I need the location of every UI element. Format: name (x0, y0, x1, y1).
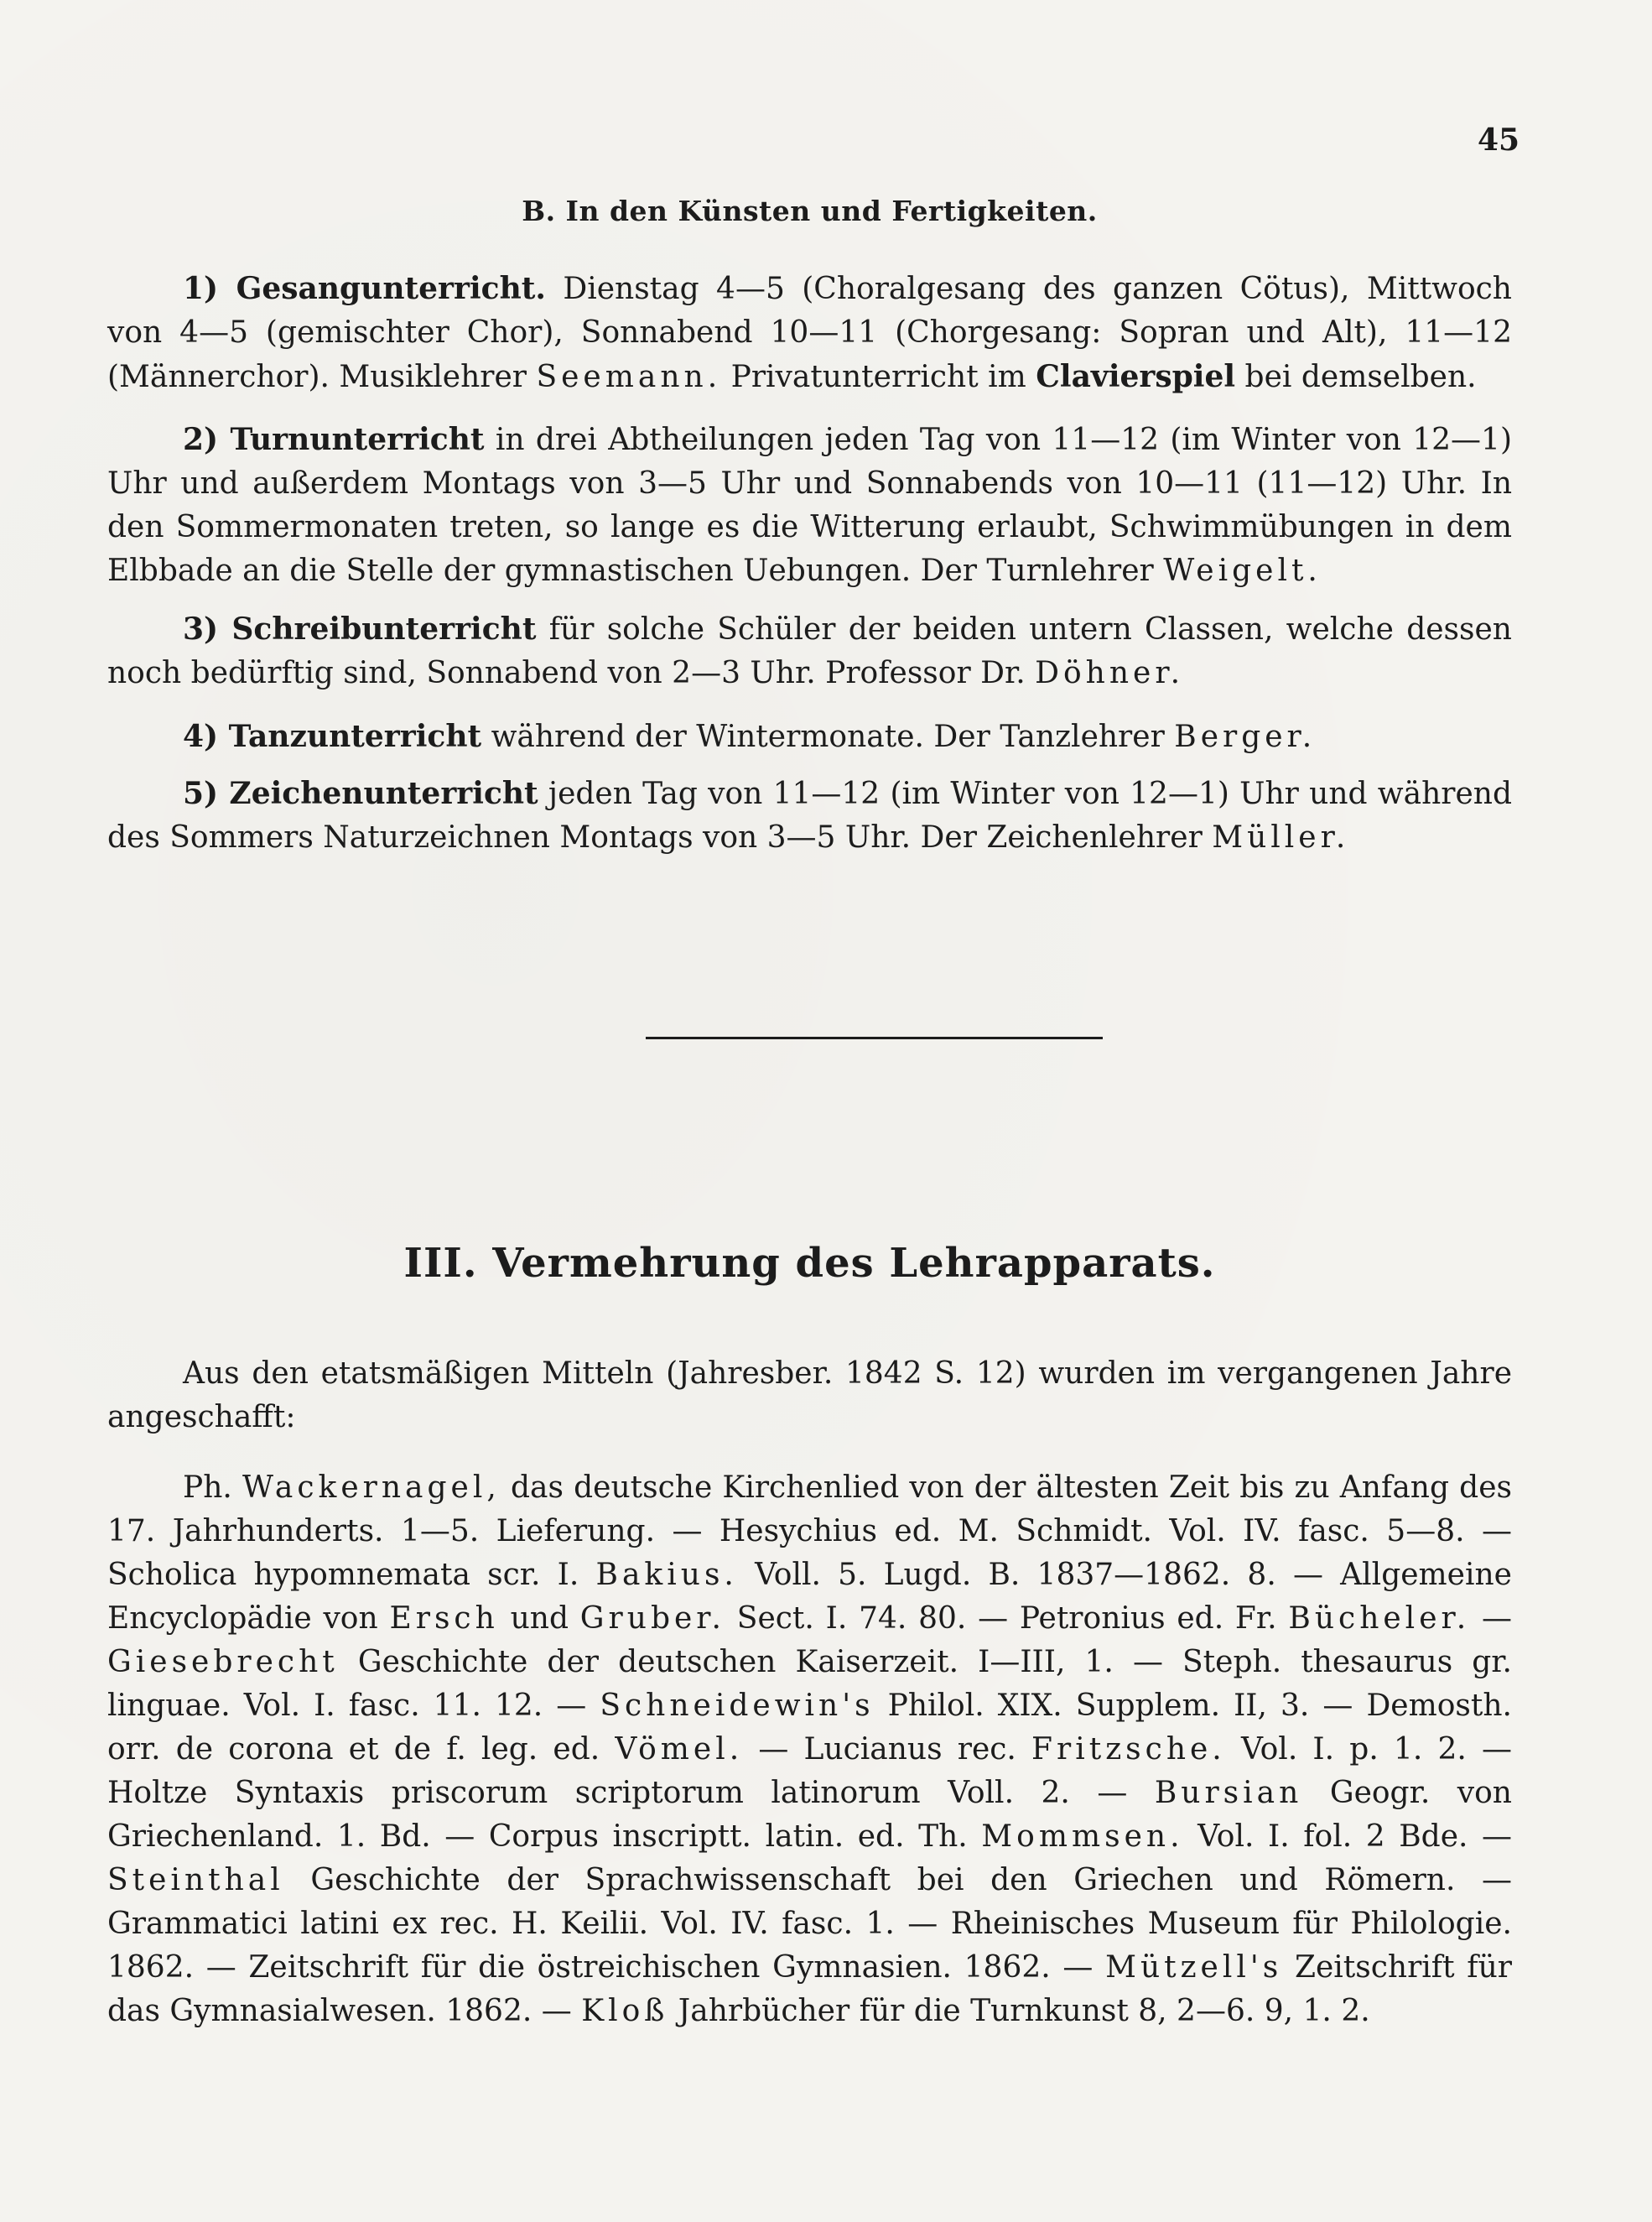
acq-text: Voll. 5. Lugd. B. 1837—1862. 8. — Allgemeine Encyclopädie von (107, 1558, 1512, 1636)
section-heading: B. In den Künsten und Fertigkeiten. (522, 195, 1098, 227)
author-name: Vömel. (615, 1732, 744, 1767)
acq-text: — (1482, 1601, 1512, 1636)
acq-text: das deutsche Kirchenlied von der ältesten Zeit bis zu Anfang des 17. Jahrhunderts. 1—5. Lieferung. — Hesychius ed. M. Schmidt. Vol. IV. fasc. 5—8. — Scholica hypomnemata scr. I. (107, 1470, 1512, 1592)
acq-text: Geschichte der Sprachwissenschaft bei den Griechen und Römern. — Grammatici latini ex rec. H. Keilii. Vol. IV. fasc. 1. — Rheinisches Museum für Philologie. 1862. — Zeitschrift für die östreichischen Gymnasien. 1862. — (107, 1863, 1512, 1985)
item-label: 1) Gesangunterricht. (183, 271, 546, 306)
item-label: 3) Schreibunterricht (183, 611, 537, 647)
item-text: Privatunterricht im (730, 360, 1026, 394)
author-name: Steinthal (107, 1863, 284, 1897)
acquisitions-paragraph (107, 1466, 1512, 2033)
acq-text: Sect. I. 74. 80. — Petronius ed. Fr. (736, 1601, 1277, 1636)
section-item-gymnastics (107, 418, 1512, 593)
acq-text: und (510, 1601, 569, 1636)
author-name: Giesebrecht (107, 1645, 339, 1679)
teacher-name: Seemann. (536, 360, 722, 394)
teacher-name: Müller. (1212, 820, 1350, 855)
teacher-name: Berger. (1174, 720, 1317, 754)
author-name: Fritzsche. (1031, 1732, 1226, 1767)
item-emphasis: Clavierspiel (1036, 359, 1236, 394)
acq-text: Jahrbücher für die Turnkunst 8, 2—6. 9, 1. 2. (678, 1994, 1370, 2028)
intro-text: Aus den etatsmäßigen Mitteln (Jahresber. 1842 S. 12) wurden im vergangenen Jahre angeschafft: (107, 1356, 1512, 1434)
acq-text: Philol. XIX. Supplem. II, 3. — Demosth. orr. de corona et de f. leg. ed. (107, 1689, 1512, 1767)
item-text: jeden Tag von 11—12 (im Winter von 12—1) Uhr und während des Sommers Naturzeichnen Montags von 3—5 Uhr. Der Zeichenlehrer (107, 777, 1512, 855)
author-name: Bursian (1154, 1776, 1303, 1810)
section-item-singing (107, 267, 1512, 399)
acq-text: — Lucianus rec. (758, 1732, 1016, 1767)
intro-paragraph (107, 1352, 1512, 1439)
author-name: Bücheler. (1288, 1601, 1471, 1636)
acq-text: Geschichte der deutschen Kaiserzeit. I—III, 1. — Steph. thesaurus gr. linguae. Vol. I. fasc. 11. 12. — (107, 1645, 1512, 1723)
page-number: 45 (1478, 122, 1520, 158)
acq-text: Zeitschrift für das Gymnasialwesen. 1862. — (107, 1950, 1512, 2028)
section-item-writing (107, 607, 1512, 695)
author-name: Wackernagel, (242, 1470, 501, 1505)
author-name: Ersch (389, 1601, 499, 1636)
item-text: bei demselben. (1244, 360, 1477, 394)
section-item-dance (107, 715, 1512, 759)
author-name: Kloß (581, 1994, 669, 2028)
acq-text: Vol. I. p. 1. 2. — Holtze Syntaxis priscorum scriptorum latinorum Voll. 2. — (107, 1732, 1512, 1810)
section-divider (646, 1037, 1103, 1039)
acq-text: Vol. I. fol. 2 Bde. — (1197, 1819, 1513, 1854)
section-item-drawing (107, 772, 1512, 860)
teacher-name: Weigelt. (1163, 554, 1322, 588)
item-text: während der Wintermonate. Der Tanzlehrer (491, 720, 1165, 754)
item-text: in drei Abtheilungen jeden Tag von 11—12 (im Winter von 12—1) Uhr und außerdem Montags von 3—5 Uhr und Sonnabends von 10—11 (11—12) Uhr. In den Sommermonaten treten, so lange es die Witterung erlaubt, Schwimmübungen in dem Elbbade an die Stelle der gymnastischen Uebungen. Der Turnlehrer (107, 423, 1512, 588)
author-name: Mommsen. (981, 1819, 1184, 1854)
acq-text: Ph. (183, 1470, 232, 1505)
item-text: Dienstag 4—5 (Choralgesang des ganzen Cötus), Mittwoch von 4—5 (gemischter Chor), Sonnabend 10—11 (Chorgesang: Sopran und Alt), 11—12 (Männerchor). Musiklehrer (107, 272, 1512, 394)
item-text: für solche Schüler der beiden untern Classen, welche dessen noch bedürftig sind, Sonnabend von 2—3 Uhr. Professor Dr. (107, 612, 1512, 690)
item-label: 4) Tanzunterricht (183, 719, 482, 754)
author-name: Gruber. (579, 1601, 725, 1636)
bleed-through-text (948, 2030, 957, 2063)
author-name: Mützell's (1105, 1950, 1283, 1985)
chapter-heading: III. Vermehrung des Lehrapparats. (403, 1240, 1216, 1287)
item-label: 2) Turnunterricht (183, 422, 485, 457)
author-name: Bakius. (595, 1558, 738, 1592)
teacher-name: Döhner. (1035, 656, 1185, 690)
acq-text: Geogr. von Griechenland. 1. Bd. — Corpus inscriptt. latin. ed. Th. (107, 1776, 1512, 1854)
item-label: 5) Zeichenunterricht (183, 776, 538, 811)
author-name: Schneidewin's (600, 1689, 875, 1723)
bleed-through-text (92, 1011, 101, 1044)
